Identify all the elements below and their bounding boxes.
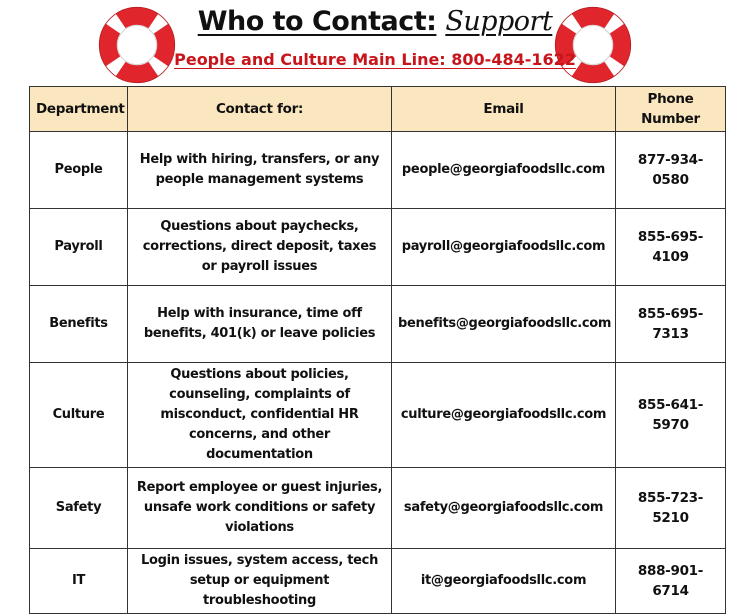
email-link[interactable]: people@georgiafoodsllc.com	[392, 132, 616, 209]
email-link[interactable]: it@georgiafoodsllc.com	[392, 549, 616, 614]
phone-cell: 888-901-6714	[616, 549, 726, 614]
email-link[interactable]: payroll@georgiafoodsllc.com	[392, 209, 616, 286]
contact-for-cell: Help with hiring, transfers, or any people management systems	[128, 132, 392, 209]
table-row	[30, 209, 726, 286]
title-script: Support	[445, 6, 553, 37]
department-cell: IT	[30, 549, 128, 614]
contact-for-cell: Report employee or guest injuries, unsafe work conditions or safety violations	[128, 468, 392, 549]
table-header-row	[30, 87, 726, 132]
contact-table	[29, 86, 726, 614]
table-row	[30, 468, 726, 549]
header-phone: Phone Number	[616, 87, 726, 132]
page-title	[0, 6, 750, 37]
phone-cell: 855-695-7313	[616, 286, 726, 363]
phone-cell: 877-934-0580	[616, 132, 726, 209]
main-line-text: People and Culture Main Line: 800-484-1622	[174, 50, 576, 69]
table-row	[30, 549, 726, 614]
table-row	[30, 286, 726, 363]
email-link[interactable]: culture@georgiafoodsllc.com	[392, 363, 616, 468]
header-email: Email	[392, 87, 616, 132]
email-link[interactable]: safety@georgiafoodsllc.com	[392, 468, 616, 549]
email-link[interactable]: benefits@georgiafoodsllc.com	[392, 286, 616, 363]
department-cell: Culture	[30, 363, 128, 468]
header-department: Department	[30, 87, 128, 132]
department-cell: Benefits	[30, 286, 128, 363]
contact-for-cell: Questions about paychecks, corrections, direct deposit, taxes or payroll issues	[128, 209, 392, 286]
contact-for-cell: Login issues, system access, tech setup or equipment troubleshooting	[128, 549, 392, 614]
title-main: Who to Contact:	[197, 6, 437, 37]
phone-cell: 855-695-4109	[616, 209, 726, 286]
department-cell: People	[30, 132, 128, 209]
contact-for-cell: Questions about policies, counseling, complaints of misconduct, confidential HR concerns, and other documentation	[128, 363, 392, 468]
table-row	[30, 363, 726, 468]
header-contact-for: Contact for:	[128, 87, 392, 132]
phone-cell: 855-641-5970	[616, 363, 726, 468]
department-cell: Payroll	[30, 209, 128, 286]
department-cell: Safety	[30, 468, 128, 549]
phone-cell: 855-723-5210	[616, 468, 726, 549]
table-row	[30, 132, 726, 209]
contact-for-cell: Help with insurance, time off benefits, 401(k) or leave policies	[128, 286, 392, 363]
